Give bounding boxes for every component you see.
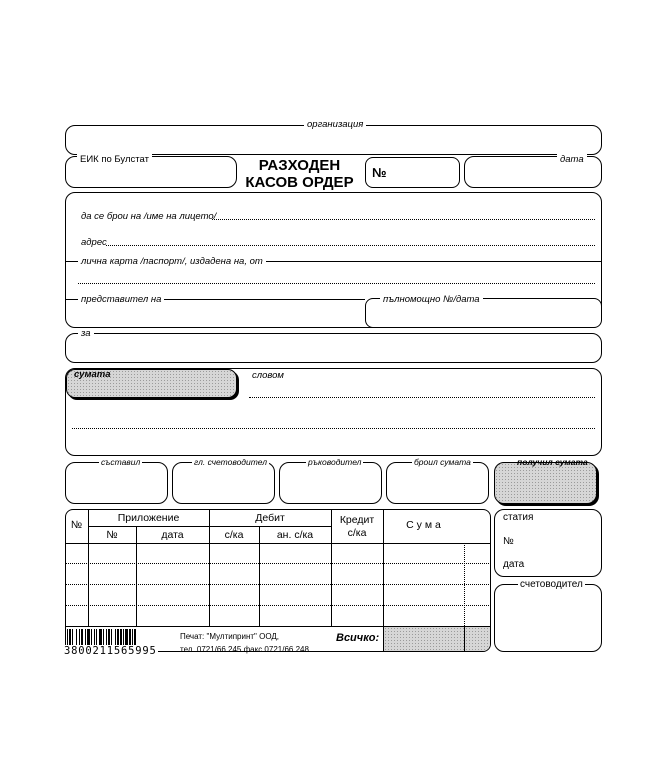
number-label: № (372, 165, 387, 180)
debit-analytic-header: ан. с/ка (276, 529, 314, 541)
debit-account-header: с/ка (224, 529, 244, 541)
printer-line-2: тел. 0721/66 245 факс 0721/66 248 (180, 645, 309, 654)
accountant-label: счетоводител (520, 579, 583, 590)
document-title (242, 157, 357, 191)
signature-label: получил сумата (517, 457, 588, 467)
in-words-line-2[interactable] (72, 428, 595, 429)
article-no-label: № (503, 536, 514, 547)
signature-box[interactable] (65, 462, 168, 504)
for-label: за (78, 328, 94, 339)
signature-label: гл. счетоводител (194, 457, 268, 467)
id-card-line[interactable] (78, 283, 595, 284)
article-label: статия (503, 512, 534, 523)
signature-label: ръководител (308, 457, 362, 467)
address-label: адрес (81, 237, 107, 248)
representative-label: представител на (78, 294, 164, 305)
total-label: Всичко: (336, 632, 380, 644)
ledger-col-sep (136, 526, 137, 626)
attachment-no-header: № (106, 529, 118, 541)
pay-to-line[interactable] (212, 219, 595, 220)
ledger-row-sep (65, 605, 491, 606)
in-words-line-1[interactable] (249, 397, 595, 398)
credit-account-header: с/ка (347, 527, 367, 539)
eik-label: ЕИК по Булстат (77, 154, 152, 165)
barcode-digits: 3800211565995 (64, 645, 157, 657)
debit-header: Дебит (255, 512, 285, 524)
signature-box[interactable] (279, 462, 382, 504)
signature-label: броил сумата (414, 457, 471, 467)
accountant-field[interactable] (494, 584, 602, 652)
address-line[interactable] (106, 245, 595, 246)
total-amount-field[interactable] (384, 627, 464, 651)
attachment-header: Приложение (117, 512, 180, 524)
sum-header: С у м а (406, 519, 441, 531)
article-date-label: дата (503, 559, 525, 570)
ledger-row-sep (88, 526, 331, 527)
in-words-label: словом (252, 370, 284, 381)
ledger-row-sep (65, 584, 491, 585)
title-line-1: РАЗХОДЕН (258, 157, 341, 174)
id-card-label: лична карта /паспорт/, издадена на, от (78, 256, 266, 267)
total-cents-field[interactable] (465, 627, 490, 651)
signature-box[interactable] (494, 462, 597, 504)
signature-box[interactable] (386, 462, 489, 504)
ledger-row-sep (65, 543, 491, 544)
organization-label: организация (304, 119, 366, 130)
signature-box[interactable] (172, 462, 275, 504)
title-line-2: КАСОВ ОРДЕР (245, 174, 354, 191)
for-field[interactable] (65, 333, 602, 363)
ledger-col-sep (259, 526, 260, 626)
attachment-date-header: дата (161, 529, 184, 541)
printer-line-1: Печат: "Мултипринт" ООД, (180, 632, 280, 641)
credit-header: Кредит (339, 514, 375, 526)
date-label: дата (557, 154, 587, 165)
pay-to-label: да се брои на /име на лицето/ (81, 211, 217, 222)
amount-label: сумата (74, 369, 111, 380)
ledger-row-sep (65, 563, 491, 564)
signature-label: съставил (101, 457, 141, 467)
ledger-no-header: № (70, 519, 83, 531)
power-of-attorney-label: пълномощно №/дата (380, 294, 483, 305)
